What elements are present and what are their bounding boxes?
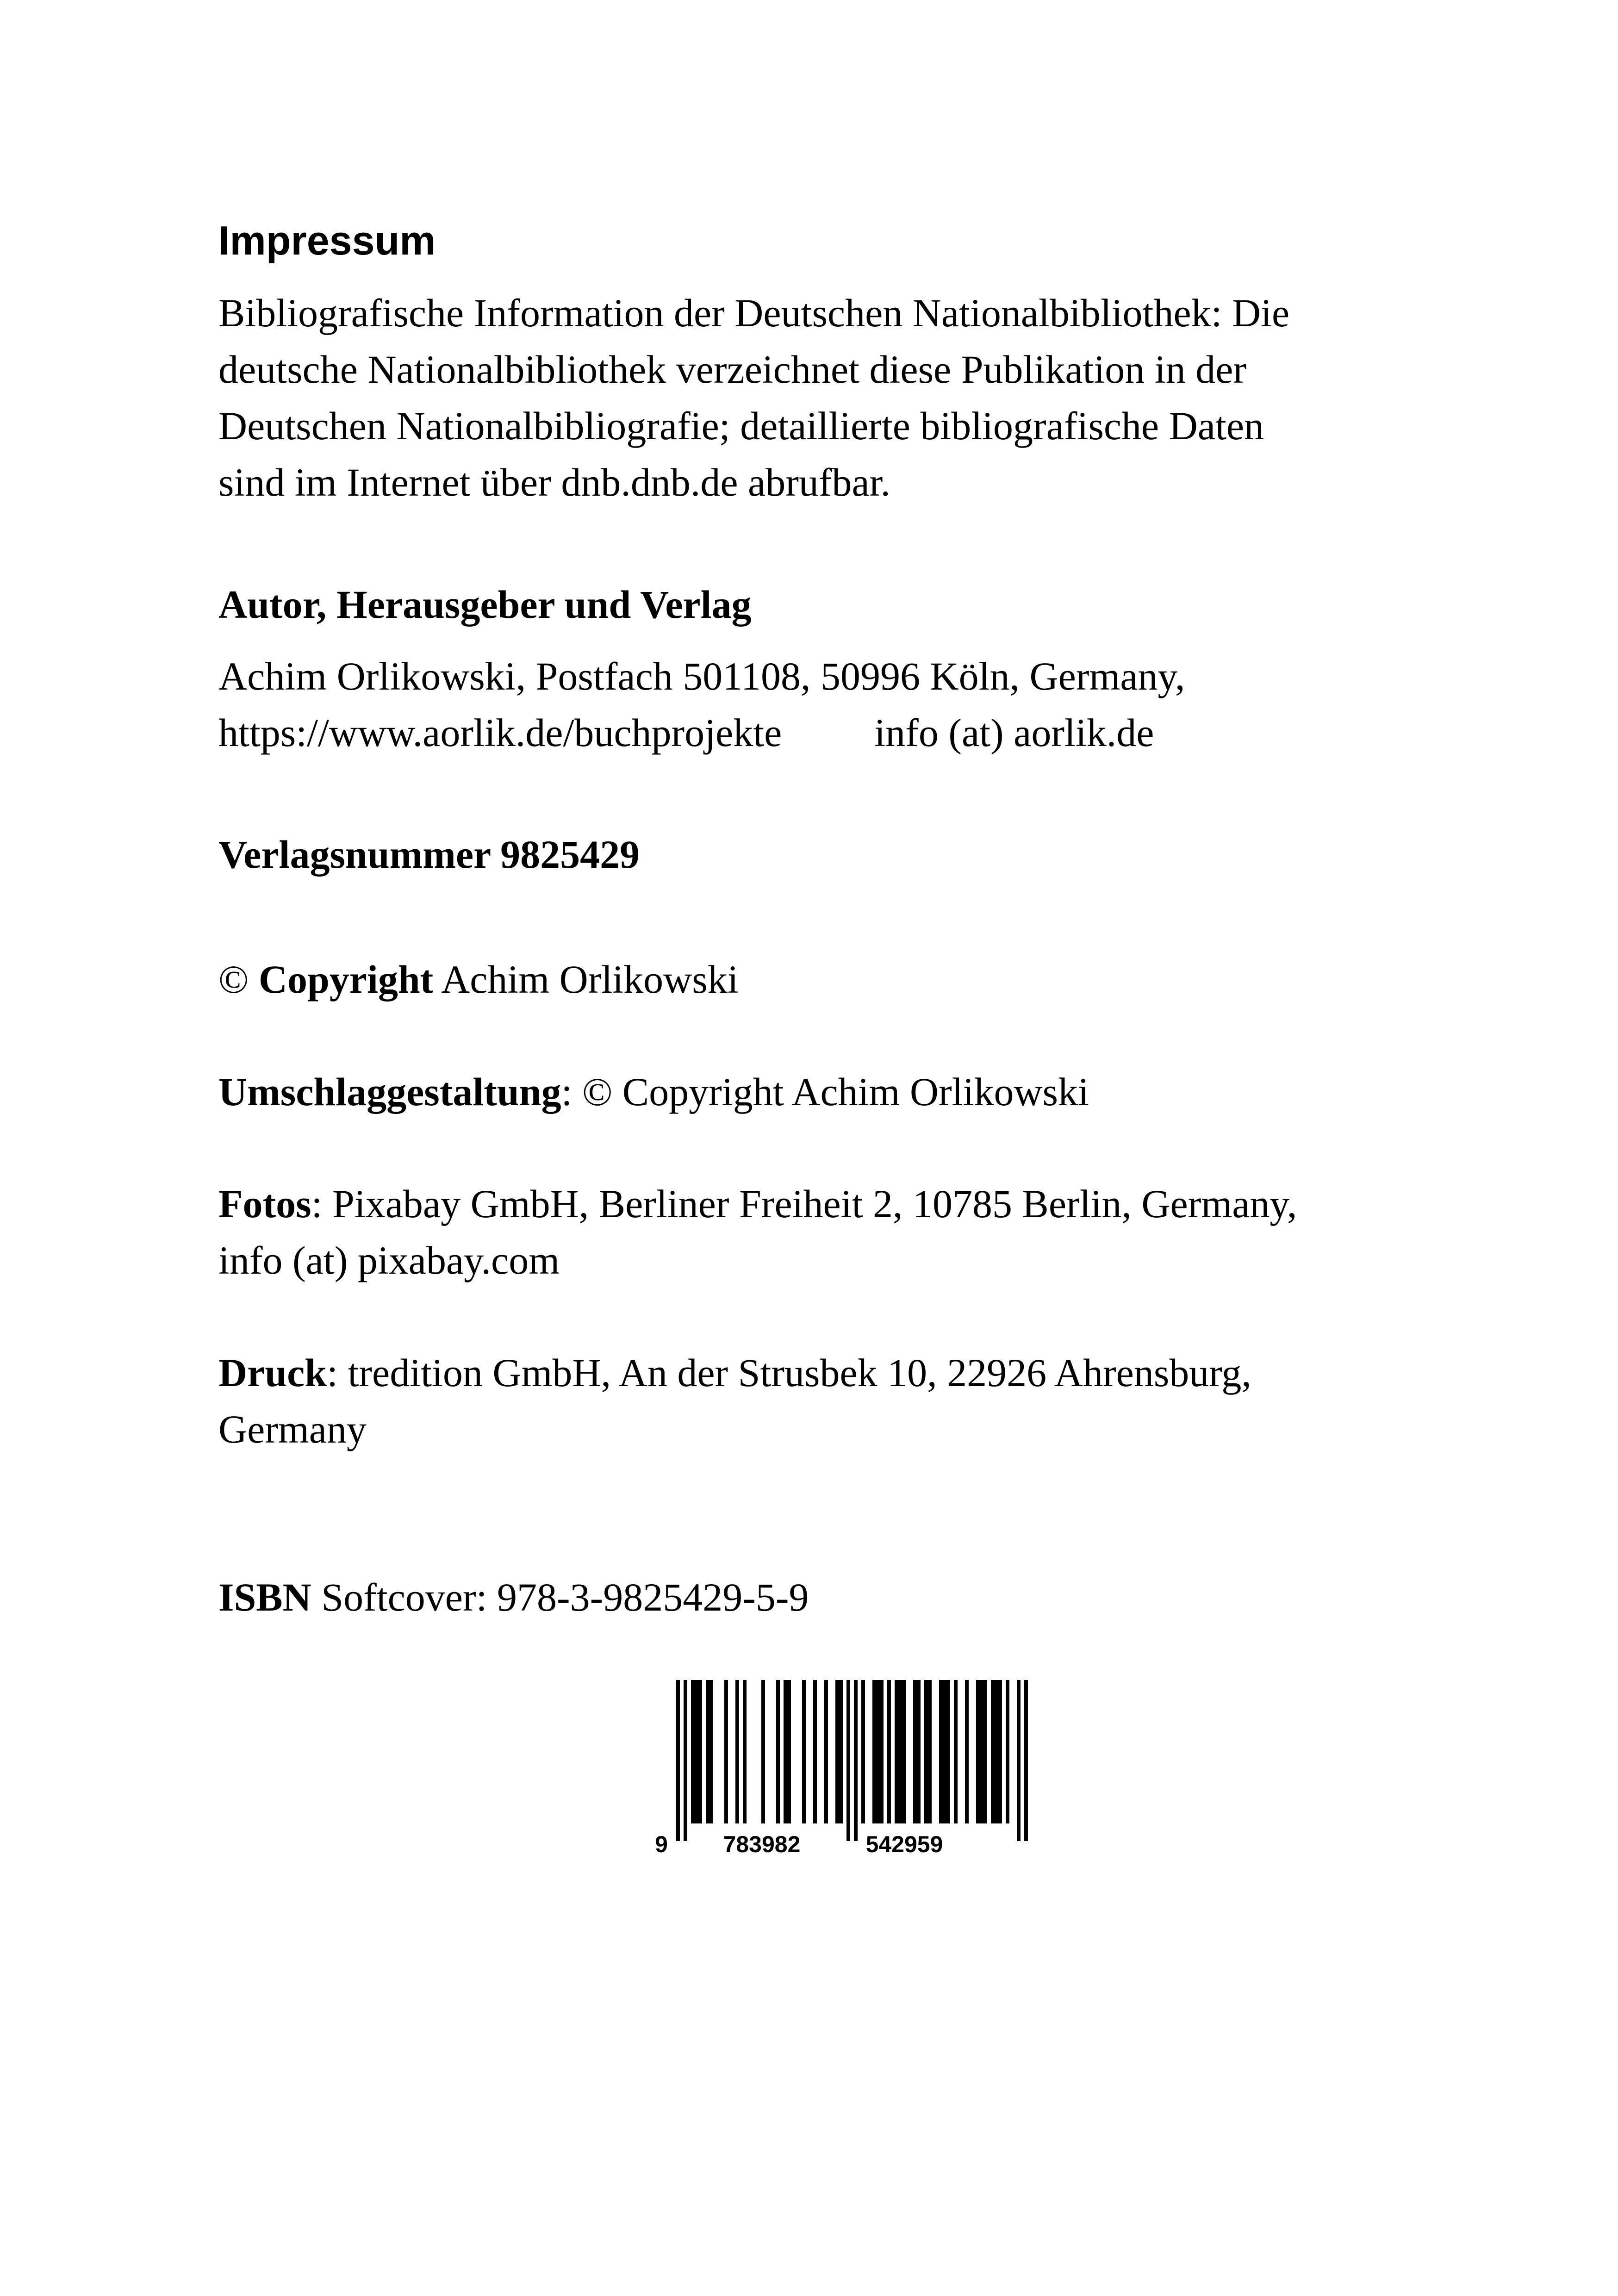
barcode-bar bbox=[943, 1680, 946, 1823]
barcode-bar bbox=[839, 1680, 843, 1823]
copyright-line bbox=[218, 951, 739, 1008]
author-contact bbox=[218, 648, 1185, 761]
author-heading: Autor, Herausgeber und Verlag bbox=[218, 582, 752, 627]
barcode-bar bbox=[709, 1680, 713, 1823]
isbn-line bbox=[218, 1569, 809, 1625]
barcode-bar bbox=[980, 1680, 983, 1823]
copyright-symbol: © bbox=[218, 957, 249, 1002]
author-web-line bbox=[218, 704, 1185, 761]
cover-design-value: : © Copyright Achim Orlikowski bbox=[561, 1070, 1089, 1114]
print-line-1 bbox=[218, 1344, 1251, 1401]
barcode-bar bbox=[995, 1680, 998, 1823]
barcode-bar bbox=[802, 1680, 806, 1823]
barcode-bar bbox=[813, 1680, 817, 1823]
copyright-label: Copyright bbox=[258, 957, 434, 1002]
barcode-bar bbox=[872, 1680, 876, 1823]
barcode-bar bbox=[928, 1680, 932, 1823]
author-email: info (at) aorlik.de bbox=[874, 710, 1154, 755]
barcode-bar bbox=[946, 1680, 950, 1823]
barcode-bar bbox=[861, 1680, 865, 1823]
barcode-bar bbox=[824, 1680, 828, 1823]
barcode-bar bbox=[743, 1680, 747, 1823]
barcode-bar bbox=[784, 1680, 787, 1823]
isbn-barcode bbox=[646, 1680, 1062, 1856]
impressum-title: Impressum bbox=[218, 218, 436, 263]
barcode-guard-bar bbox=[1024, 1680, 1028, 1841]
bibliographic-info-line: sind im Internet über dnb.dnb.de abrufbar. bbox=[218, 460, 891, 504]
barcode-bar bbox=[735, 1680, 739, 1823]
author-website-link[interactable]: https://www.aorlik.de/buchprojekte bbox=[218, 710, 782, 755]
bibliographic-info-line: Bibliografische Information der Deutschen Nationalbibliothek: Die bbox=[218, 291, 1290, 335]
barcode-bar bbox=[924, 1680, 928, 1823]
barcode-bar bbox=[913, 1680, 917, 1823]
barcode-bar bbox=[887, 1680, 891, 1823]
barcode-bar bbox=[965, 1680, 969, 1823]
barcode-bar bbox=[898, 1680, 902, 1823]
print-value: : tredition GmbH, An der Strusbek 10, 22926 Ahrensburg, bbox=[327, 1350, 1251, 1395]
barcode-bar bbox=[880, 1680, 884, 1823]
barcode-left-digits: 783982 bbox=[723, 1831, 801, 1856]
publisher-number: Verlagsnummer 9825429 bbox=[218, 832, 640, 877]
barcode-bar bbox=[998, 1680, 1002, 1823]
photos-label: Fotos bbox=[218, 1182, 311, 1226]
barcode-bar bbox=[1006, 1680, 1009, 1823]
barcode-bar bbox=[724, 1680, 728, 1823]
barcode-bar bbox=[954, 1680, 958, 1823]
photos-credit bbox=[218, 1176, 1297, 1288]
barcode-guard-bar bbox=[684, 1680, 687, 1841]
barcode-bar bbox=[895, 1680, 898, 1823]
copyright-holder: Achim Orlikowski bbox=[441, 957, 739, 1002]
barcode-guard-bar bbox=[676, 1680, 680, 1841]
barcode-bar bbox=[976, 1680, 980, 1823]
cover-design-line bbox=[218, 1064, 1089, 1120]
barcode-bar bbox=[787, 1680, 791, 1823]
barcode-guard-bar bbox=[854, 1680, 858, 1841]
print-line-2: Germany bbox=[218, 1407, 367, 1451]
photos-value: : Pixabay GmbH, Berliner Freiheit 2, 10785 Berlin, Germany, bbox=[311, 1182, 1297, 1226]
barcode-first-digit: 9 bbox=[655, 1831, 668, 1856]
barcode-bar bbox=[939, 1680, 943, 1823]
barcode-right-digits: 542959 bbox=[865, 1831, 943, 1856]
isbn-label: ISBN bbox=[218, 1575, 311, 1619]
barcode-bar bbox=[706, 1680, 709, 1823]
bibliographic-info-line: Deutschen Nationalbibliografie; detaillierte bibliografische Daten bbox=[218, 404, 1264, 448]
barcode-bars bbox=[676, 1680, 1028, 1841]
print-label: Druck bbox=[218, 1350, 327, 1395]
barcode-guard-bar bbox=[1017, 1680, 1021, 1841]
photos-line-2: info (at) pixabay.com bbox=[218, 1238, 560, 1282]
barcode-bar bbox=[983, 1680, 987, 1823]
bibliographic-info-line: deutsche Nationalbibliothek verzeichnet diese Publikation in der bbox=[218, 347, 1247, 392]
barcode-bar bbox=[835, 1680, 839, 1823]
photos-line-1 bbox=[218, 1176, 1297, 1232]
barcode-guard-bar bbox=[846, 1680, 850, 1841]
cover-design-label: Umschlaggestaltung bbox=[218, 1070, 561, 1114]
barcode-bar bbox=[761, 1680, 765, 1823]
barcode-bar bbox=[695, 1680, 698, 1823]
barcode-bar bbox=[902, 1680, 906, 1823]
barcode-bar bbox=[917, 1680, 921, 1823]
barcode-bar bbox=[776, 1680, 780, 1823]
bibliographic-info bbox=[218, 285, 1289, 510]
barcode-bar bbox=[698, 1680, 702, 1823]
author-address: Achim Orlikowski, Postfach 501108, 50996 Köln, Germany, bbox=[218, 654, 1185, 698]
barcode-bar bbox=[991, 1680, 995, 1823]
barcode-bar bbox=[691, 1680, 695, 1823]
barcode-bar bbox=[876, 1680, 880, 1823]
isbn-value: Softcover: 978-3-9825429-5-9 bbox=[321, 1575, 809, 1619]
print-credit bbox=[218, 1344, 1251, 1457]
